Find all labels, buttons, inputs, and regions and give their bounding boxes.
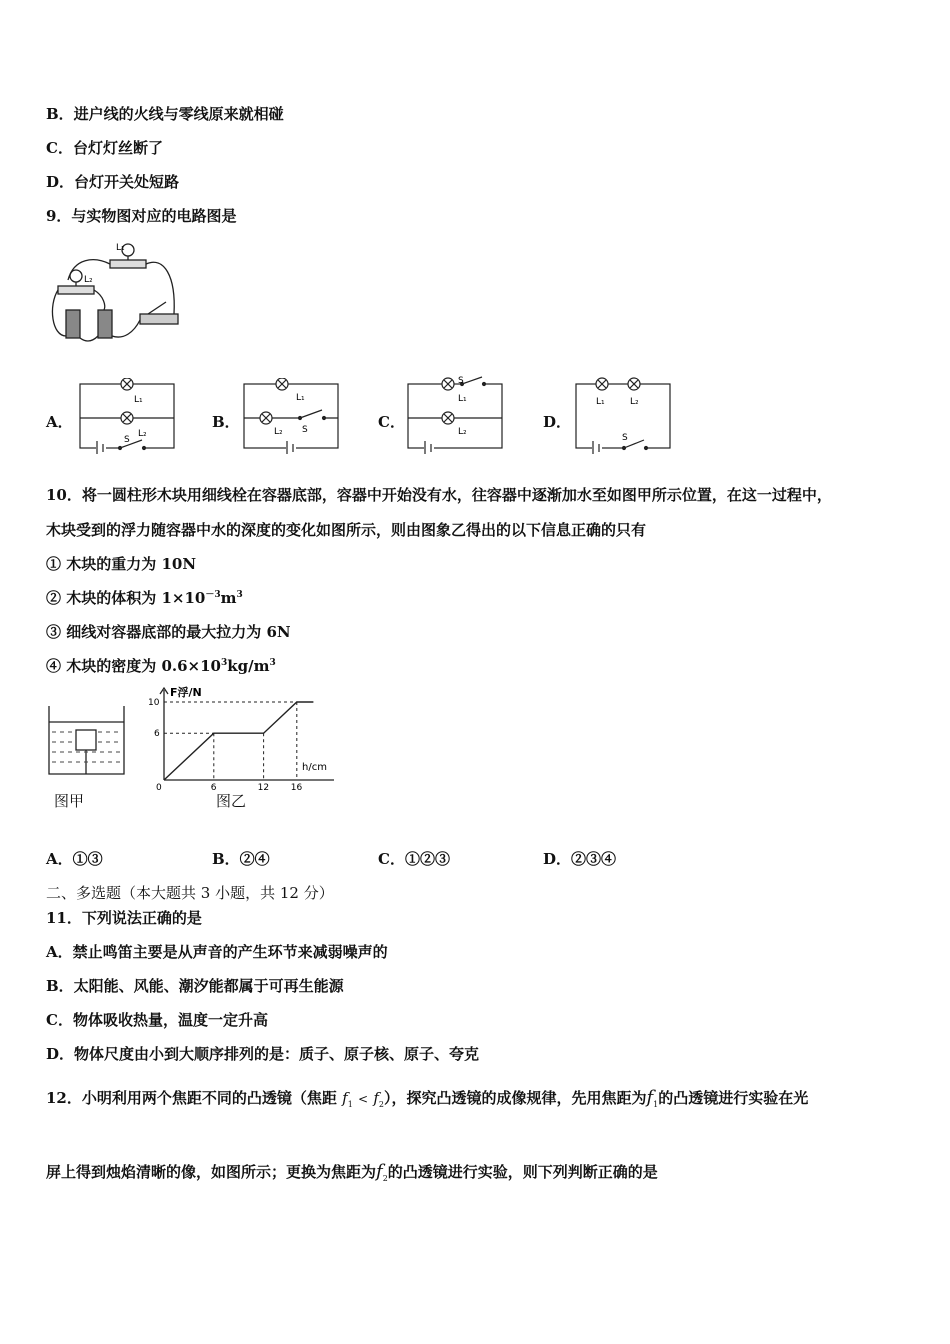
q9-stem: 9．与实物图对应的电路图是: [46, 207, 237, 225]
q10-option-d: D．②③④: [543, 850, 617, 868]
q9-circuit-a: [76, 378, 180, 454]
x-tick-16: 16: [290, 783, 303, 792]
circuit-c-label-2: L₁: [458, 394, 467, 404]
q8-option-b: B．进户线的火线与零线原来就相碰: [46, 105, 284, 123]
fig-yi-caption: 图乙: [216, 792, 247, 810]
circuit-d-label-1: L₁: [596, 397, 605, 407]
q10-statement-3: ③ 细线对容器底部的最大拉力为 6N: [46, 623, 291, 641]
s4-exp: 3: [220, 658, 228, 668]
q12-f1-b-sub: 1: [653, 1100, 659, 1109]
q12-text-4: 屏上得到烛焰清晰的像，如图所示；更换为焦距为: [46, 1163, 377, 1181]
q12-text-2: ），探究凸透镜的成像规律，先用焦距为: [383, 1089, 647, 1107]
s2-unit: m: [220, 589, 237, 607]
circuit-a-label-1: L₁: [134, 395, 143, 405]
q9-circuit-c: [404, 376, 508, 454]
fig-jia-caption: 图甲: [54, 792, 85, 810]
q8-option-d: D．台灯开关处短路: [46, 173, 180, 191]
q12-f1: f: [342, 1089, 348, 1107]
y-tick-6: 6: [154, 729, 160, 740]
y-axis-label: F浮/N: [170, 686, 202, 699]
circuit-b-label-2: L₂: [274, 427, 283, 437]
circuit-a-label-3: L₂: [138, 429, 147, 439]
circuit-c-label-1: S: [458, 376, 464, 386]
q10-option-b: B．②④: [212, 850, 270, 868]
q10-statement-2: [46, 587, 243, 608]
q10-stem-line1: 10．将一圆柱形木块用细线栓在容器底部，容器中开始没有水，往容器中逐渐加水至如图甲所示位置，在这一过程中，: [46, 486, 832, 504]
q10-option-a: A．①③: [46, 850, 103, 868]
x-tick-6: 6: [210, 783, 217, 792]
s2-exp: －3: [205, 590, 221, 600]
q10-statement-4: [46, 655, 276, 676]
q12-less-than: <: [358, 1092, 369, 1106]
s4-unit: kg/m: [227, 657, 270, 675]
x-tick-12: 12: [257, 783, 270, 792]
q11-stem: 11．下列说法正确的是: [46, 909, 202, 927]
q11-option-a: A．禁止鸣笛主要是从声音的产生环节来减弱噪声的: [46, 943, 388, 961]
series-line: [164, 702, 313, 780]
q12-text-5: 的凸透镜进行实验，则下列判断正确的是: [387, 1163, 658, 1181]
photo-label-l1: L₁: [116, 243, 125, 253]
y-tick-10: 10: [148, 698, 160, 708]
x-axis-label: h/cm: [302, 762, 327, 773]
s4-text: ④ 木块的密度为 0.6×10: [46, 657, 221, 675]
x-tick-0: 0: [156, 783, 162, 792]
circuit-c-label-3: L₂: [458, 427, 467, 437]
q12-f1-b: f: [646, 1087, 654, 1108]
q11-option-c: C．物体吸收热量，温度一定升高: [46, 1011, 268, 1029]
photo-label-l2: L₂: [84, 275, 93, 285]
q9-physical-circuit-figure: [44, 236, 194, 346]
q11-option-b: B．太阳能、风能、潮汐能都属于可再生能源: [46, 977, 344, 995]
q12-text-1: 12．小明利用两个焦距不同的凸透镜（焦距: [46, 1089, 337, 1107]
q9-option-a-letter: A．: [46, 413, 73, 431]
q12-f1-sub: 1: [347, 1100, 353, 1109]
q9-option-c-letter: C．: [378, 413, 405, 431]
q9-option-d-letter: D．: [543, 413, 572, 431]
q10-option-c: C．①②③: [378, 850, 450, 868]
q8-option-c: C．台灯灯丝断了: [46, 139, 163, 157]
q12-f2: f: [373, 1089, 379, 1107]
q9-circuit-d: [572, 376, 676, 454]
s4-unit-exp: 3: [269, 658, 276, 668]
q10-stem-line2: 木块受到的浮力随容器中水的深度的变化如图所示，则由图象乙得出的以下信息正确的只有: [46, 521, 647, 539]
s2-unit-exp: 3: [236, 590, 243, 600]
q12-line2: [46, 1157, 658, 1194]
q10-statement-1: ① 木块的重力为 10N: [46, 555, 197, 573]
q12-f2-b-sub: 2: [382, 1174, 388, 1183]
circuit-b-label-1: L₁: [296, 393, 305, 403]
fig-jia-container: [46, 704, 128, 778]
q9-option-b-letter: B．: [212, 413, 240, 431]
q12-text-3: 的凸透镜进行实验在光: [658, 1089, 809, 1107]
q12-line1: [46, 1083, 808, 1120]
circuit-a-label-2: S: [124, 435, 130, 445]
q11-option-d: D．物体尺度由小到大顺序排列的是：质子、原子核、原子、夸克: [46, 1045, 480, 1063]
section-2-heading: 二、多选题（本大题共 3 小题，共 12 分）: [46, 884, 334, 902]
q12-f2-b: f: [376, 1161, 383, 1182]
circuit-b-label-3: S: [302, 425, 308, 435]
q9-circuit-b: [240, 378, 344, 454]
fig-yi-chart: [144, 684, 340, 792]
circuit-d-label-2: L₂: [630, 397, 639, 407]
circuit-d-label-3: S: [622, 433, 628, 443]
s2-text: ② 木块的体积为 1×10: [46, 589, 206, 607]
q12-f2-sub: 2: [378, 1100, 384, 1109]
